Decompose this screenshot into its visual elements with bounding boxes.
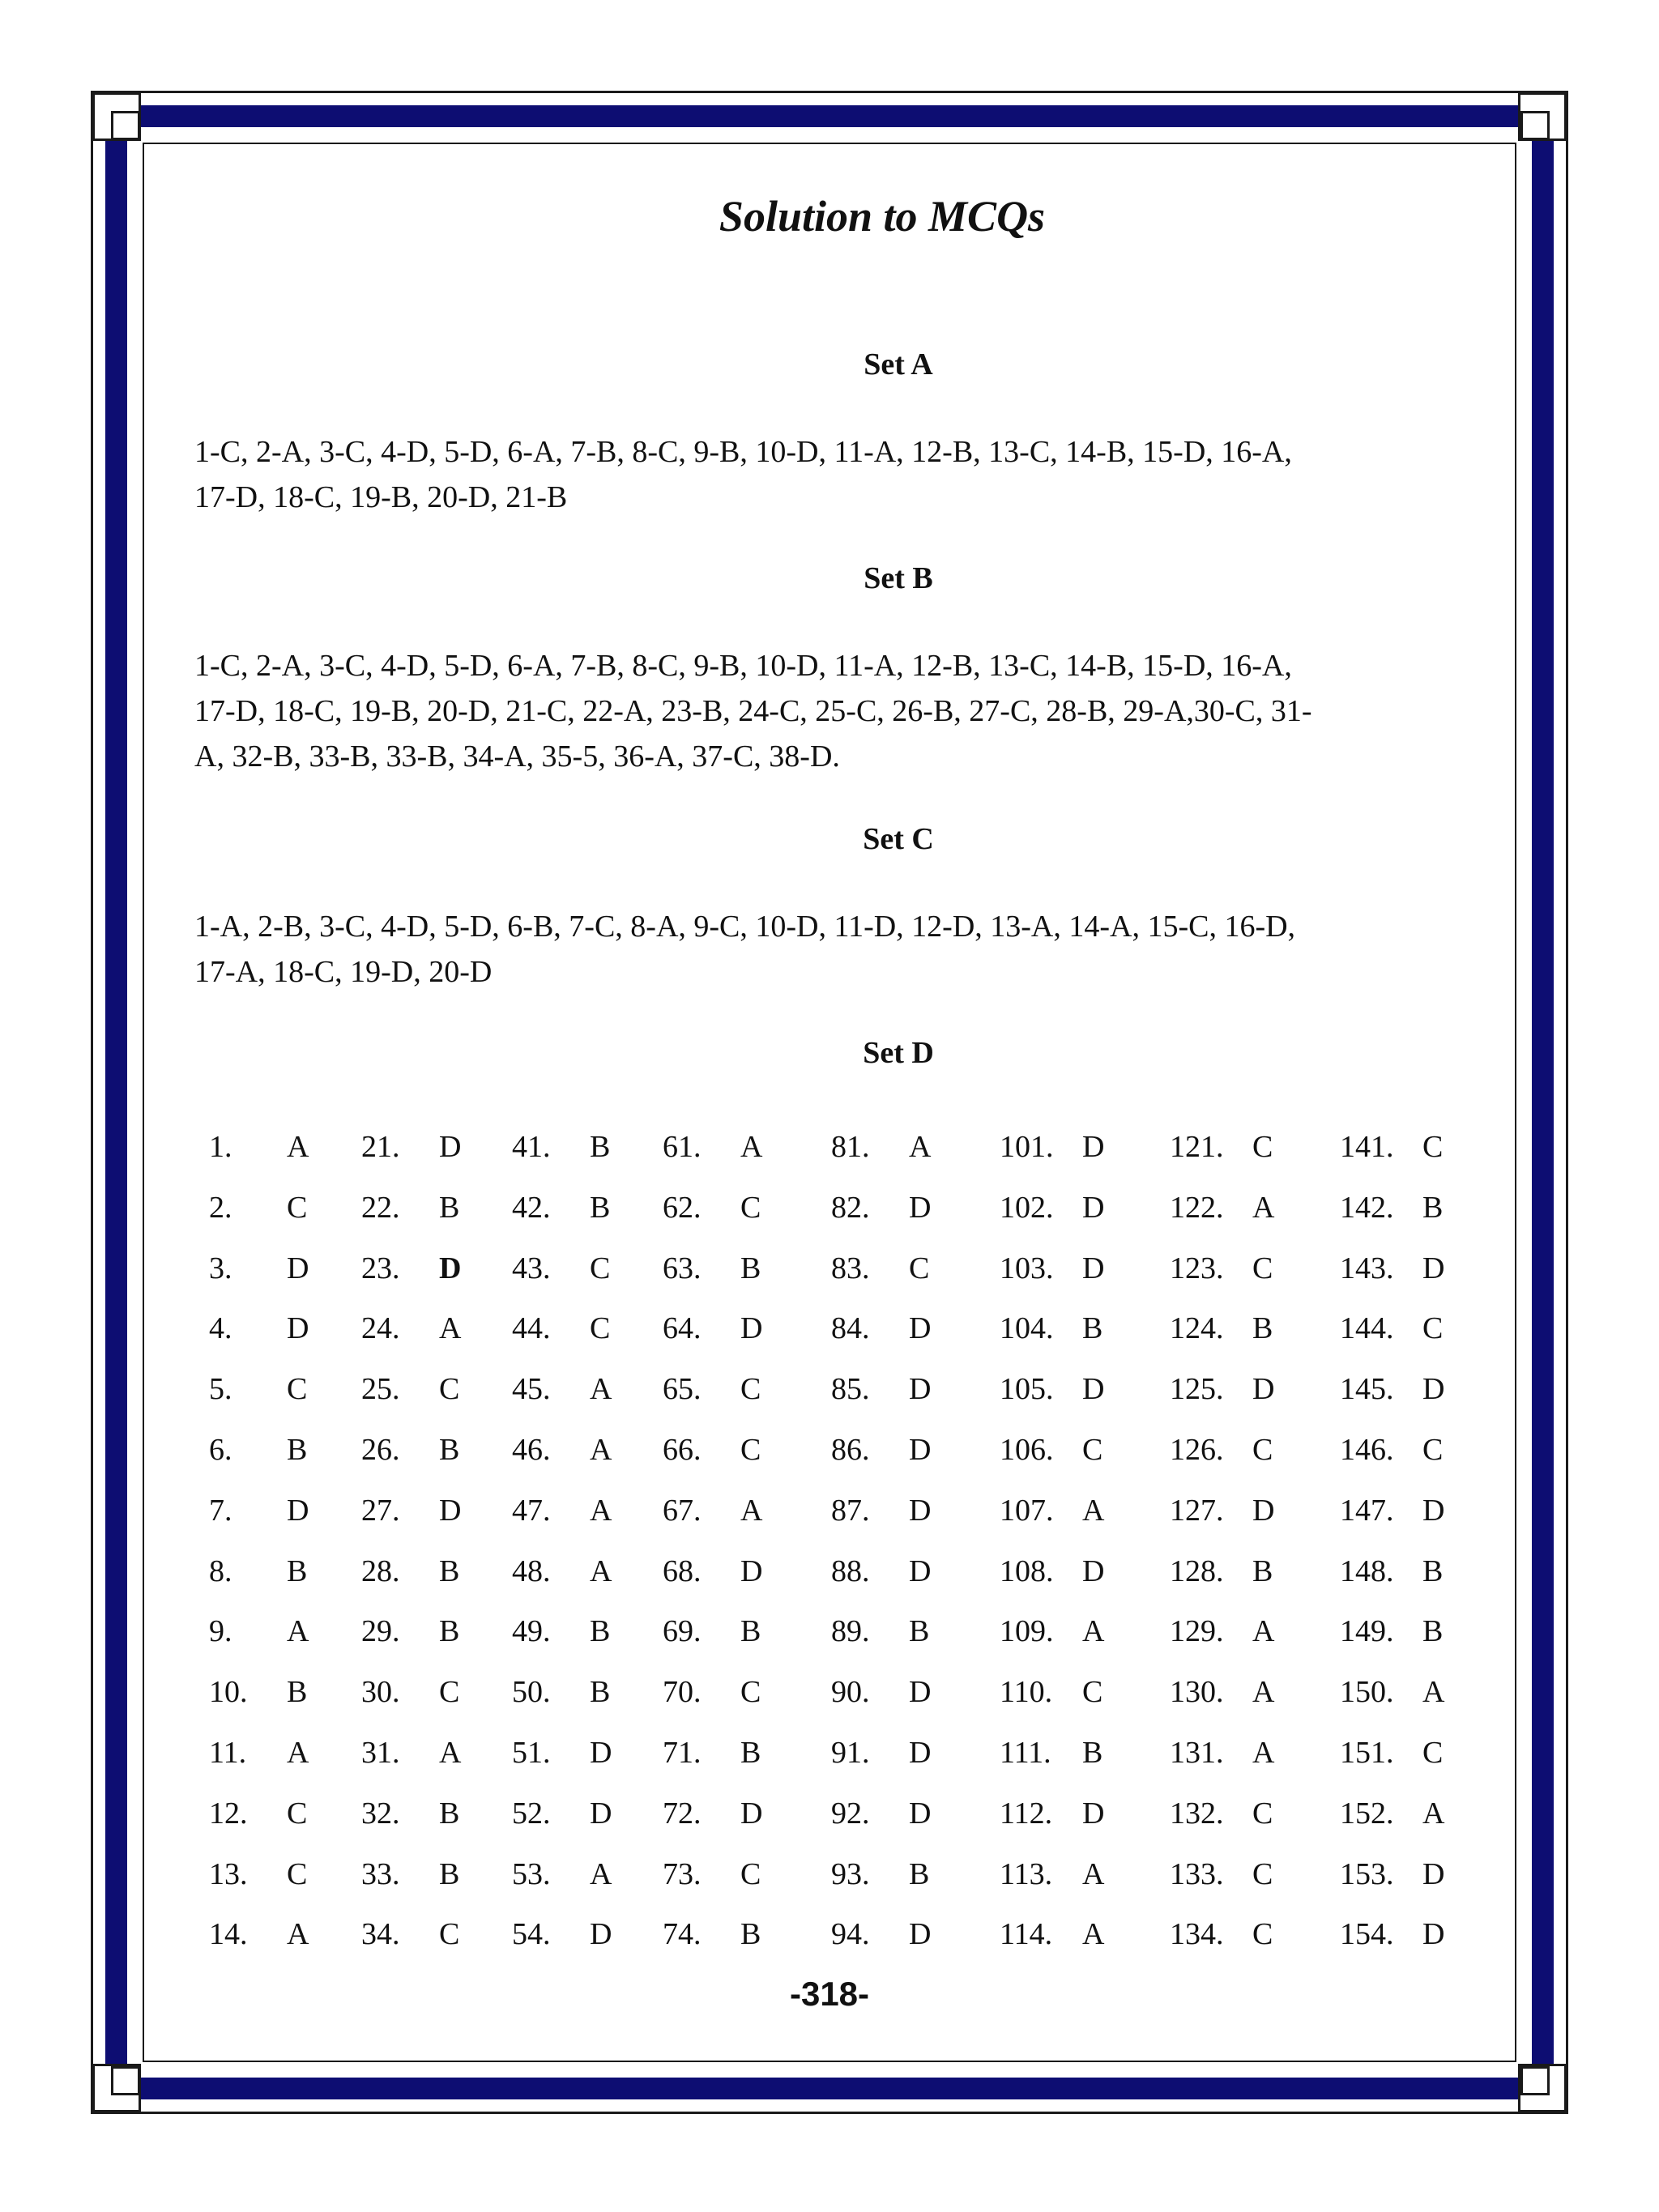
question-number: 91. [831, 1736, 870, 1770]
answer-letter: B [740, 1736, 761, 1770]
answer-letter: D [909, 1494, 932, 1528]
answer-letter: D [1422, 1857, 1445, 1891]
frame-corner-inner-top-right [1520, 111, 1550, 140]
question-number: 151. [1340, 1736, 1394, 1770]
question-number: 25. [361, 1372, 400, 1406]
answer-letter: D [1082, 1130, 1105, 1164]
answer-letter: B [287, 1433, 308, 1467]
answer-letter: A [740, 1130, 763, 1164]
answer-letter: C [1422, 1130, 1444, 1164]
answer-letter: B [287, 1554, 308, 1588]
question-number: 143. [1340, 1251, 1394, 1285]
answer-letter: C [740, 1433, 761, 1467]
question-number: 26. [361, 1433, 400, 1467]
answer-letter: A [590, 1372, 612, 1406]
question-number: 32. [361, 1796, 400, 1831]
answer-letter: B [439, 1433, 460, 1467]
answer-letter: B [439, 1191, 460, 1225]
answer-letter: C [590, 1311, 611, 1345]
question-number: 22. [361, 1191, 400, 1225]
answer-letter: A [590, 1494, 612, 1528]
question-number: 132. [1170, 1796, 1224, 1831]
question-number: 2. [209, 1191, 232, 1225]
set-c-heading: Set C [863, 822, 934, 856]
question-number: 87. [831, 1494, 870, 1528]
question-number: 71. [663, 1736, 702, 1770]
question-number: 85. [831, 1372, 870, 1406]
question-number: 110. [1000, 1675, 1053, 1709]
answer-letter: D [590, 1796, 612, 1831]
question-number: 123. [1170, 1251, 1224, 1285]
answer-letter: A [1252, 1675, 1275, 1709]
question-number: 152. [1340, 1796, 1394, 1831]
page-number: -318- [789, 1975, 870, 2013]
answer-letter: D [740, 1796, 763, 1831]
question-number: 7. [209, 1494, 232, 1528]
question-number: 73. [663, 1857, 702, 1891]
question-number: 10. [209, 1675, 248, 1709]
question-number: 149. [1340, 1614, 1394, 1648]
answer-letter: C [287, 1372, 308, 1406]
answer-letter: D [740, 1311, 763, 1345]
question-number: 126. [1170, 1433, 1224, 1467]
set-c-answers [194, 904, 1474, 995]
answer-letter: B [909, 1614, 930, 1648]
question-number: 43. [512, 1251, 551, 1285]
answer-letter: D [909, 1191, 932, 1225]
question-number: 61. [663, 1130, 702, 1164]
answer-letter: A [1082, 1494, 1105, 1528]
question-number: 82. [831, 1191, 870, 1225]
answer-letter: D [287, 1494, 309, 1528]
question-number: 121. [1170, 1130, 1224, 1164]
question-number: 107. [1000, 1494, 1054, 1528]
question-number: 84. [831, 1311, 870, 1345]
question-number: 42. [512, 1191, 551, 1225]
answer-letter: C [439, 1372, 460, 1406]
set-a-line: 17-D, 18-C, 19-B, 20-D, 21-B [194, 480, 568, 514]
question-number: 14. [209, 1917, 248, 1951]
answer-letter: D [1422, 1917, 1445, 1951]
page-title: Solution to MCQs [719, 192, 1046, 241]
question-number: 103. [1000, 1251, 1054, 1285]
question-number: 122. [1170, 1191, 1224, 1225]
question-number: 52. [512, 1796, 551, 1831]
question-number: 153. [1340, 1857, 1394, 1891]
question-number: 62. [663, 1191, 702, 1225]
question-number: 111. [1000, 1736, 1051, 1770]
question-number: 47. [512, 1494, 551, 1528]
answer-letter: C [909, 1251, 930, 1285]
answer-letter: A [287, 1614, 309, 1648]
question-number: 21. [361, 1130, 400, 1164]
answer-letter: C [1252, 1796, 1273, 1831]
answer-letter: A [590, 1857, 612, 1891]
question-number: 88. [831, 1554, 870, 1588]
question-number: 64. [663, 1311, 702, 1345]
question-number: 93. [831, 1857, 870, 1891]
question-number: 142. [1340, 1191, 1394, 1225]
question-number: 112. [1000, 1796, 1053, 1831]
answer-letter: C [1082, 1433, 1103, 1467]
question-number: 114. [1000, 1917, 1053, 1951]
answer-letter: A [439, 1311, 462, 1345]
answer-letter: B [1082, 1311, 1103, 1345]
set-b-line: 1-C, 2-A, 3-C, 4-D, 5-D, 6-A, 7-B, 8-C, 9-B, 10-D, 11-A, 12-B, 13-C, 14-B, 15-D, 16-A, [194, 649, 1292, 683]
question-number: 131. [1170, 1736, 1224, 1770]
question-number: 104. [1000, 1311, 1054, 1345]
frame-corner-inner-top-left [111, 111, 140, 140]
answer-letter: D [909, 1433, 932, 1467]
frame-corner-bottom-left [92, 2064, 141, 2112]
question-number: 41. [512, 1130, 551, 1164]
answer-letter: B [1252, 1311, 1273, 1345]
set-b-line: A, 32-B, 33-B, 33-B, 34-A, 35-5, 36-A, 37-C, 38-D. [194, 739, 840, 774]
question-number: 68. [663, 1554, 702, 1588]
question-number: 50. [512, 1675, 551, 1709]
set-b-heading: Set B [864, 561, 933, 595]
answer-letter: D [1082, 1251, 1105, 1285]
question-number: 48. [512, 1554, 551, 1588]
question-number: 74. [663, 1917, 702, 1951]
answer-letter: C [287, 1796, 308, 1831]
answer-letter: A [1422, 1796, 1445, 1831]
answer-letter: A [1082, 1857, 1105, 1891]
set-a-answers [194, 429, 1474, 520]
answer-letter: D [439, 1251, 462, 1285]
answer-letter: B [740, 1251, 761, 1285]
answer-letter: C [1252, 1857, 1273, 1891]
question-number: 28. [361, 1554, 400, 1588]
answer-letter: C [439, 1675, 460, 1709]
question-number: 86. [831, 1433, 870, 1467]
answer-letter: D [1422, 1251, 1445, 1285]
answer-letter: C [740, 1675, 761, 1709]
answer-letter: D [1252, 1372, 1275, 1406]
question-number: 23. [361, 1251, 400, 1285]
question-number: 45. [512, 1372, 551, 1406]
frame-corner-bottom-right [1518, 2064, 1567, 2112]
frame-corner-inner-bottom-right [1520, 2066, 1550, 2095]
answer-letter: D [909, 1372, 932, 1406]
question-number: 90. [831, 1675, 870, 1709]
question-number: 44. [512, 1311, 551, 1345]
answer-letter: B [1422, 1191, 1444, 1225]
question-number: 147. [1340, 1494, 1394, 1528]
answer-letter: D [287, 1251, 309, 1285]
question-number: 24. [361, 1311, 400, 1345]
answer-letter: A [1082, 1614, 1105, 1648]
answer-letter: A [1252, 1736, 1275, 1770]
question-number: 6. [209, 1433, 232, 1467]
answer-letter: D [1082, 1372, 1105, 1406]
question-number: 65. [663, 1372, 702, 1406]
answer-letter: B [740, 1614, 761, 1648]
answer-letter: B [287, 1675, 308, 1709]
answer-letter: B [590, 1191, 611, 1225]
set-b-line: 17-D, 18-C, 19-B, 20-D, 21-C, 22-A, 23-B, 24-C, 25-C, 26-B, 27-C, 28-B, 29-A,30-C, 31- [194, 694, 1312, 728]
question-number: 92. [831, 1796, 870, 1831]
answer-letter: A [590, 1554, 612, 1588]
answer-letter: C [1082, 1675, 1103, 1709]
question-number: 150. [1340, 1675, 1394, 1709]
answer-letter: C [1252, 1433, 1273, 1467]
answer-letter: D [590, 1917, 612, 1951]
frame-corner-top-left [92, 92, 141, 141]
frame-corner-inner-bottom-left [111, 2066, 140, 2095]
answer-letter: A [287, 1130, 309, 1164]
answer-letter: D [590, 1736, 612, 1770]
answer-letter: C [740, 1191, 761, 1225]
answer-letter: D [909, 1675, 932, 1709]
question-number: 34. [361, 1917, 400, 1951]
question-number: 141. [1340, 1130, 1394, 1164]
question-number: 124. [1170, 1311, 1224, 1345]
question-number: 4. [209, 1311, 232, 1345]
question-number: 69. [663, 1614, 702, 1648]
set-c-line: 1-A, 2-B, 3-C, 4-D, 5-D, 6-B, 7-C, 8-A, 9-C, 10-D, 11-D, 12-D, 13-A, 14-A, 15-C, 16-D, [194, 910, 1296, 944]
answer-letter: D [909, 1796, 932, 1831]
answer-letter: D [909, 1917, 932, 1951]
question-number: 106. [1000, 1433, 1054, 1467]
question-number: 133. [1170, 1857, 1224, 1891]
question-number: 12. [209, 1796, 248, 1831]
answer-letter: B [1422, 1554, 1444, 1588]
question-number: 27. [361, 1494, 400, 1528]
question-number: 102. [1000, 1191, 1054, 1225]
answer-letter: D [909, 1554, 932, 1588]
answer-letter: B [590, 1130, 611, 1164]
answer-letter: D [740, 1554, 763, 1588]
answer-letter: D [287, 1311, 309, 1345]
answer-letter: A [909, 1130, 932, 1164]
question-number: 13. [209, 1857, 248, 1891]
answer-letter: B [590, 1675, 611, 1709]
answer-letter: C [740, 1372, 761, 1406]
question-number: 72. [663, 1796, 702, 1831]
answer-letter: A [1252, 1191, 1275, 1225]
answer-letter: B [1252, 1554, 1273, 1588]
question-number: 81. [831, 1130, 870, 1164]
answer-letter: A [1082, 1917, 1105, 1951]
question-number: 30. [361, 1675, 400, 1709]
answer-letter: C [740, 1857, 761, 1891]
answer-letter: B [740, 1917, 761, 1951]
answer-letter: D [909, 1736, 932, 1770]
question-number: 53. [512, 1857, 551, 1891]
answer-letter: D [439, 1130, 462, 1164]
set-d-answer-grid [194, 1123, 1491, 1973]
answer-letter: D [1422, 1372, 1445, 1406]
question-number: 46. [512, 1433, 551, 1467]
frame-corner-top-right [1518, 92, 1567, 141]
question-number: 67. [663, 1494, 702, 1528]
question-number: 105. [1000, 1372, 1054, 1406]
question-number: 31. [361, 1736, 400, 1770]
answer-letter: B [439, 1614, 460, 1648]
question-number: 89. [831, 1614, 870, 1648]
question-number: 109. [1000, 1614, 1054, 1648]
question-number: 63. [663, 1251, 702, 1285]
question-number: 130. [1170, 1675, 1224, 1709]
question-number: 51. [512, 1736, 551, 1770]
question-number: 49. [512, 1614, 551, 1648]
answer-letter: B [590, 1614, 611, 1648]
answer-letter: C [1422, 1736, 1444, 1770]
question-number: 94. [831, 1917, 870, 1951]
question-number: 3. [209, 1251, 232, 1285]
answer-letter: B [909, 1857, 930, 1891]
answer-letter: A [439, 1736, 462, 1770]
question-number: 129. [1170, 1614, 1224, 1648]
answer-letter: C [1422, 1311, 1444, 1345]
answer-letter: A [287, 1917, 309, 1951]
question-number: 1. [209, 1130, 232, 1164]
answer-letter: C [590, 1251, 611, 1285]
question-number: 66. [663, 1433, 702, 1467]
answer-letter: B [439, 1857, 460, 1891]
answer-letter: A [287, 1736, 309, 1770]
set-c-line: 17-A, 18-C, 19-D, 20-D [194, 955, 493, 989]
answer-letter: C [439, 1917, 460, 1951]
answer-letter: D [1082, 1554, 1105, 1588]
answer-letter: C [1422, 1433, 1444, 1467]
answer-letter: D [439, 1494, 462, 1528]
answer-letter: B [439, 1796, 460, 1831]
question-number: 83. [831, 1251, 870, 1285]
answer-letter: A [590, 1433, 612, 1467]
answer-letter: A [1422, 1675, 1445, 1709]
question-number: 33. [361, 1857, 400, 1891]
question-number: 9. [209, 1614, 232, 1648]
answer-letter: B [1082, 1736, 1103, 1770]
question-number: 145. [1340, 1372, 1394, 1406]
answer-letter: C [287, 1857, 308, 1891]
set-a-line: 1-C, 2-A, 3-C, 4-D, 5-D, 6-A, 7-B, 8-C, 9-B, 10-D, 11-A, 12-B, 13-C, 14-B, 15-D, 16-A, [194, 435, 1292, 469]
answer-letter: C [1252, 1251, 1273, 1285]
answer-letter: B [439, 1554, 460, 1588]
question-number: 144. [1340, 1311, 1394, 1345]
answer-letter: B [1422, 1614, 1444, 1648]
question-number: 146. [1340, 1433, 1394, 1467]
set-d-heading: Set D [863, 1036, 934, 1070]
question-number: 125. [1170, 1372, 1224, 1406]
answer-letter: C [1252, 1917, 1273, 1951]
question-number: 128. [1170, 1554, 1224, 1588]
question-number: 127. [1170, 1494, 1224, 1528]
answer-letter: D [909, 1311, 932, 1345]
question-number: 154. [1340, 1917, 1394, 1951]
question-number: 8. [209, 1554, 232, 1588]
question-number: 70. [663, 1675, 702, 1709]
answer-letter: C [1252, 1130, 1273, 1164]
question-number: 148. [1340, 1554, 1394, 1588]
question-number: 134. [1170, 1917, 1224, 1951]
question-number: 108. [1000, 1554, 1054, 1588]
answer-letter: D [1082, 1191, 1105, 1225]
question-number: 5. [209, 1372, 232, 1406]
question-number: 29. [361, 1614, 400, 1648]
answer-letter: A [1252, 1614, 1275, 1648]
question-number: 11. [209, 1736, 247, 1770]
set-b-answers [194, 643, 1474, 779]
question-number: 113. [1000, 1857, 1053, 1891]
answer-letter: D [1252, 1494, 1275, 1528]
answer-letter: A [740, 1494, 763, 1528]
question-number: 101. [1000, 1130, 1054, 1164]
answer-letter: C [287, 1191, 308, 1225]
answer-letter: D [1422, 1494, 1445, 1528]
question-number: 54. [512, 1917, 551, 1951]
set-a-heading: Set A [864, 347, 933, 381]
answer-letter: D [1082, 1796, 1105, 1831]
